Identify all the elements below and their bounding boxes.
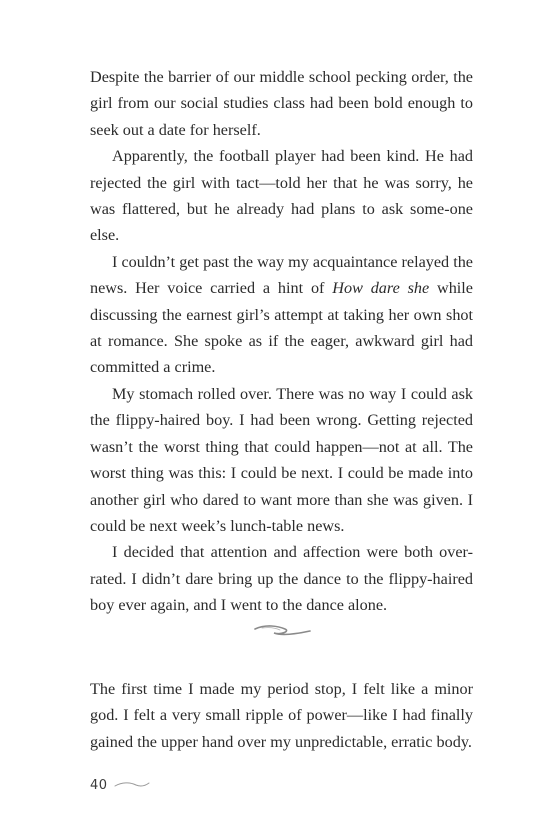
paragraph-2: Apparently, the football player had been kind. He had rejected the girl with tact—told her that he was sorry, he was flattered, but he already had plans to ask some-one else. <box>90 147 473 245</box>
paragraph-4: My stomach rolled over. There was no way I could ask the flippy-haired boy. I had been wrong. Getting rejected wasn’t the worst thing that could happen—not at all. The worst thing was this: I could be next. I could be made into another girl who dared to want more than she was given. I could be next week’s lunch-table news. <box>90 384 473 535</box>
section-break-swash-icon <box>252 620 314 640</box>
body-text-bottom <box>90 676 473 755</box>
paragraph-1: Despite the barrier of our middle school pecking order, the girl from our social studies class had been bold enough to seek out a date for herself. <box>90 68 473 139</box>
body-text-top <box>90 64 473 619</box>
page-number: 40 <box>90 777 108 793</box>
paragraph-3-emphasis: How dare she <box>332 279 430 298</box>
paragraph-3 <box>90 249 473 381</box>
footer-swash-icon <box>114 780 150 790</box>
page-footer <box>90 775 150 795</box>
paragraph-6: The first time I made my period stop, I felt like a minor god. I felt a very small ripple of power—like I had finally gained the upper hand over my unpredictable, erratic body. <box>90 680 473 751</box>
paragraph-5: I decided that attention and affection were both over-rated. I didn’t dare bring up the dance to the flippy-haired boy ever again, and I went to the dance alone. <box>90 543 473 615</box>
paragraph-3-before: I couldn’t get past the way my acquaintance relayed the news. Her voice carried a hint of <box>90 252 473 298</box>
paragraph-3-after: while discussing the earnest girl’s attempt at taking her own shot at romance. She spoke as if the eager, awkward girl had committed a crime. <box>90 279 473 377</box>
